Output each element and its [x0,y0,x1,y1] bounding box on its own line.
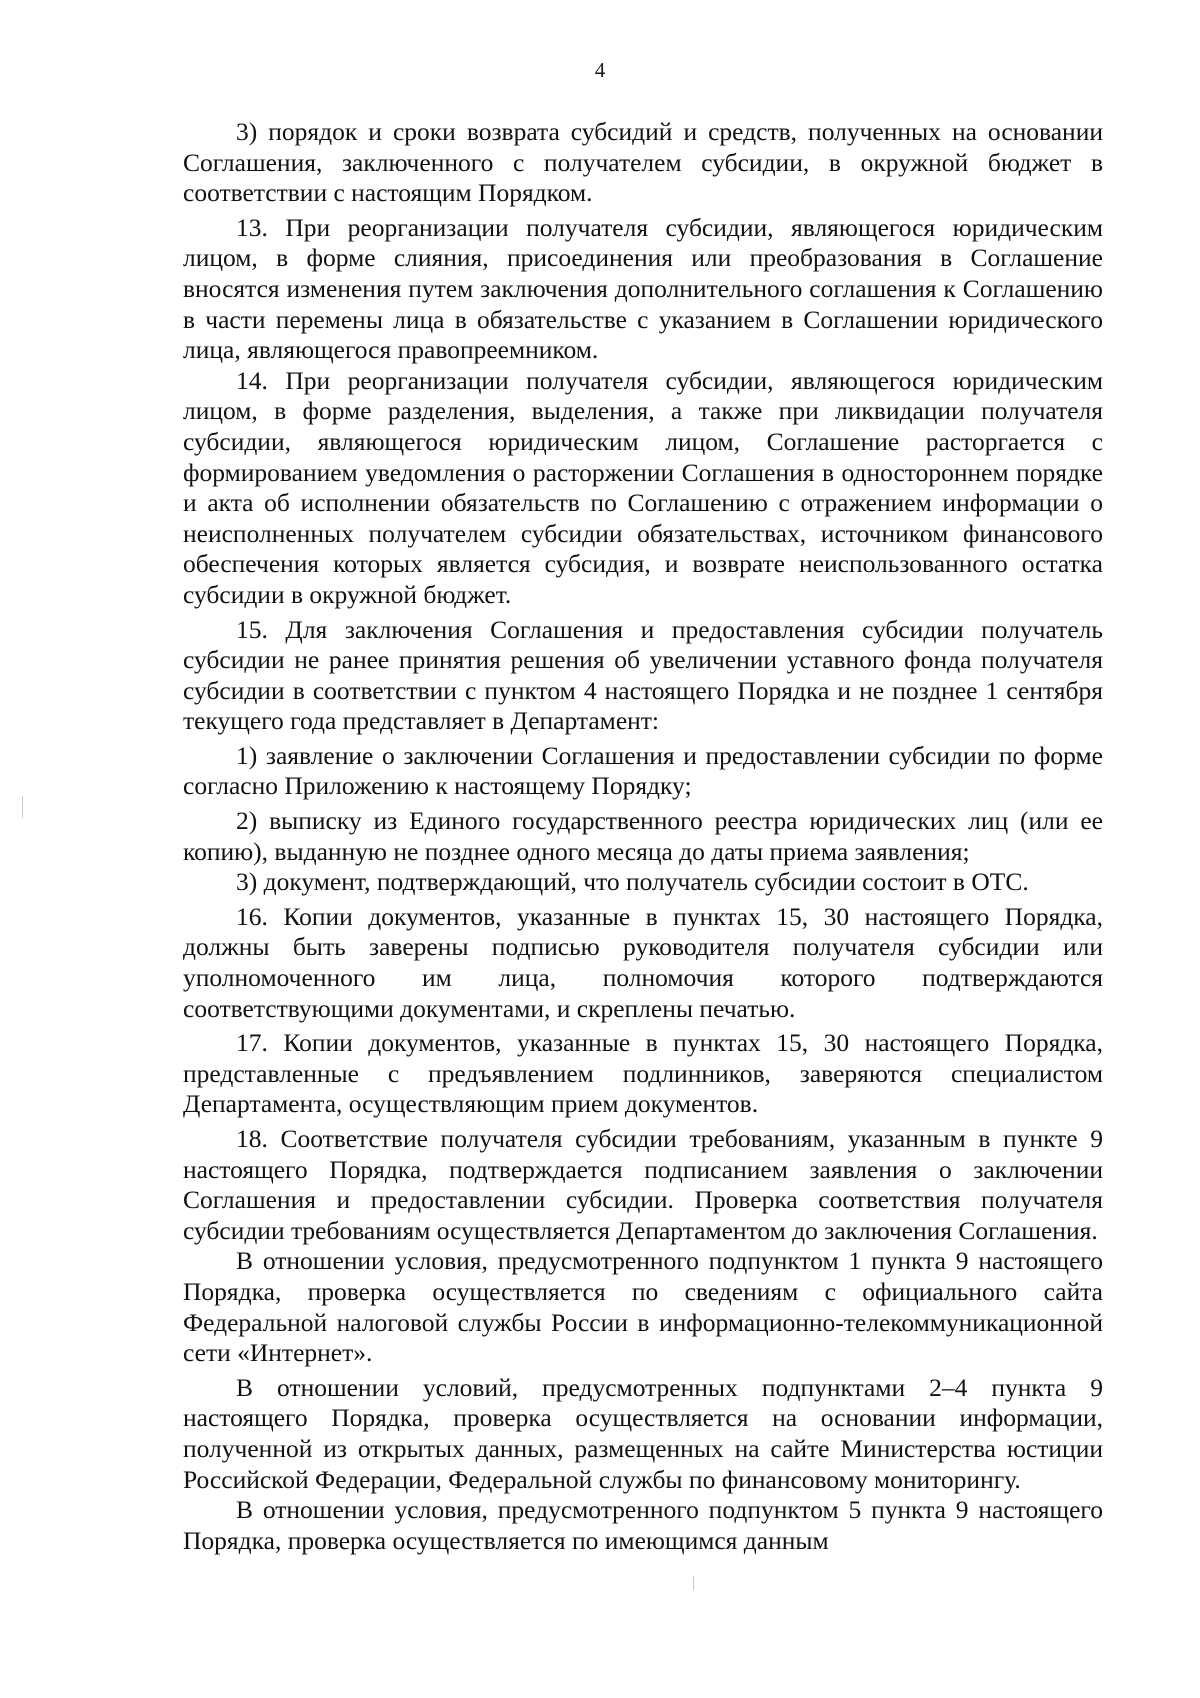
paragraph-section-13: 13. При реорганизации получателя субсидии, являющегося юридическим лицом, в форме слияния, присоединения или преобразования в Соглашение вносятся изменения путем заключения дополнительного соглашения к Соглашению в части перемены лица в обязательстве с указанием в Соглашении юридического лица, являющегося правопреемником. [183,212,1103,365]
paragraph-section-16: 16. Копии документов, указанные в пунктах 15, 30 настоящего Порядка, должны быть заверены подписью руководителя получателя субсидии или уполномоченного им лица, полномочия которого подтверждаются соответствующими документами, и скреплены печатью. [183,901,1103,1023]
paragraph-section-18-condition-1: В отношении условия, предусмотренного подпунктом 1 пункта 9 настоящего Порядка, проверка осуществляется по сведениям с официального сайта Федеральной налоговой службы России в информационно-телекоммуникационной сети «Интернет». [183,1246,1103,1368]
paragraph-section-18: 18. Соответствие получателя субсидии требованиям, указанным в пункте 9 настоящего Порядка, подтверждается подписанием заявления о заключении Соглашения и предоставлении субсидии. Проверка соответствия получателя субсидии требованиям осуществляется Департаментом до заключения Соглашения. [183,1124,1103,1245]
scan-speck [693,1576,694,1590]
paragraph-section-15-item-2: 2) выписку из Единого государственного реестра юридических лиц (или ее копию), выданную не позднее одного месяца до даты приема заявления; [183,806,1103,866]
paragraph-section-18-condition-5: В отношении условия, предусмотренного подпунктом 5 пункта 9 настоящего Порядка, проверка осуществляется по имеющимся данным [183,1495,1103,1555]
paragraph-section-14: 14. При реорганизации получателя субсидии, являющегося юридическим лицом, в форме разделения, выделения, а также при ликвидации получателя субсидии, являющегося юридическим лицом, Соглашение расторгается с формированием уведомления о расторжении Соглашения в одностороннем порядке и акта об исполнении обязательств по Соглашению с отражением информации о неисполненных получателем субсидии обязательствах, источником финансового обеспечения которых является субсидия, и возврате неиспользованного остатка субсидии в окружной бюджет. [183,365,1103,609]
paragraph-section-15: 15. Для заключения Соглашения и предоставления субсидии получатель субсидии не ранее принятия решения об увеличении уставного фонда получателя субсидии в соответствии с пунктом 4 настоящего Порядка и не позднее 1 сентября текущего года представляет в Департамент: [183,614,1103,736]
paragraph-section-15-item-3: 3) документ, подтверждающий, что получатель субсидии состоит в ОТС. [236,867,1029,897]
scan-speck [22,796,23,818]
page-number: 4 [594,58,606,82]
document-body [183,117,1103,1556]
paragraph-item-3: 3) порядок и сроки возврата субсидий и средств, полученных на основании Соглашения, заключенного с получателем субсидии, в окружной бюджет в соответствии с настоящим Порядком. [183,117,1103,208]
paragraph-section-15-item-1: 1) заявление о заключении Соглашения и предоставлении субсидии по форме согласно Приложению к настоящему Порядку; [183,740,1103,801]
paragraph-section-17: 17. Копии документов, указанные в пунктах 15, 30 настоящего Порядка, представленные с предъявлением подлинников, заверяются специалистом Департамента, осуществляющим прием документов. [183,1028,1103,1119]
paragraph-section-18-conditions-2-4: В отношении условий, предусмотренных подпунктами 2–4 пункта 9 настоящего Порядка, проверка осуществляется на основании информации, полученной из открытых данных, размещенных на сайте Министерства юстиции Российской Федерации, Федеральной службы по финансовому мониторингу. [183,1372,1103,1494]
